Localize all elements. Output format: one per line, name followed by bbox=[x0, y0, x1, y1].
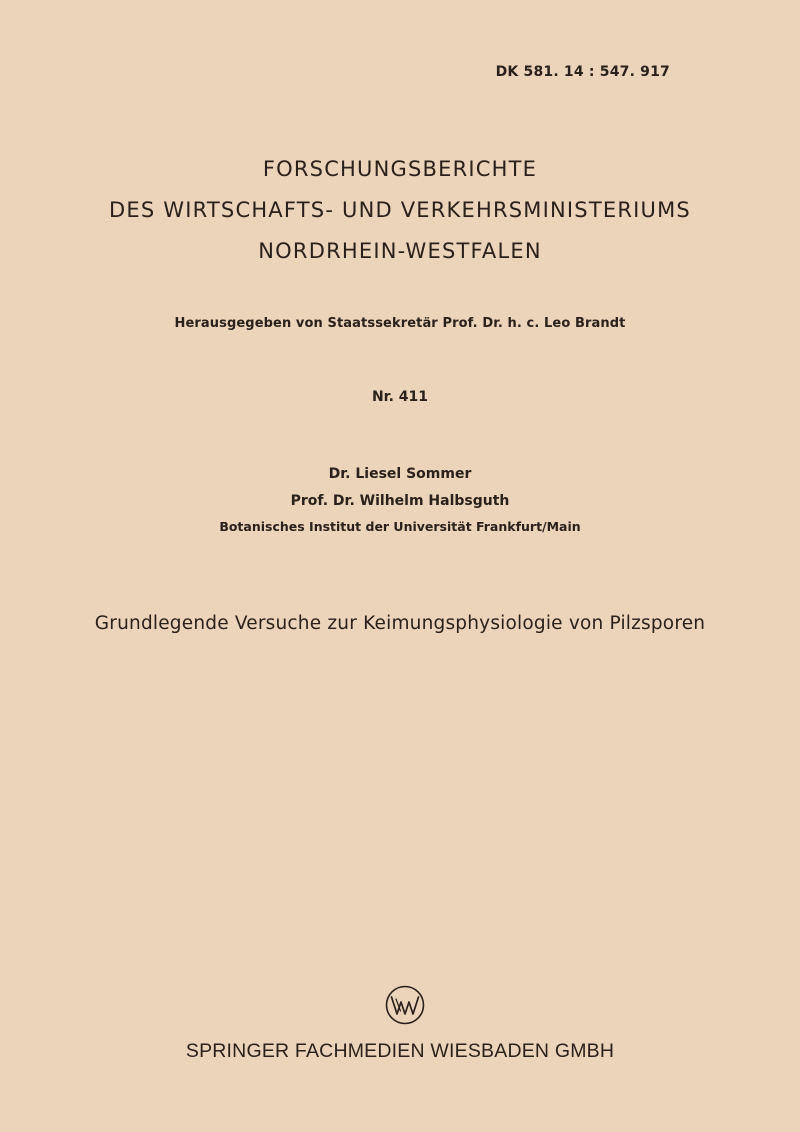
publisher-w-logo-icon bbox=[385, 985, 425, 1025]
author-1: Dr. Liesel Sommer bbox=[328, 466, 472, 482]
dk-classification: DK 581. 14 : 547. 917 bbox=[495, 64, 670, 80]
series-title bbox=[0, 149, 800, 272]
series-line-1: FORSCHUNGSBERICHTE bbox=[262, 157, 538, 181]
report-number: Nr. 411 bbox=[371, 389, 429, 405]
institute-affiliation: Botanisches Institut der Universität Frankfurt/Main bbox=[219, 519, 581, 534]
series-line-3: NORDRHEIN-WESTFALEN bbox=[258, 239, 542, 263]
publisher-name: SPRINGER FACHMEDIEN WIESBADEN GMBH bbox=[185, 1040, 615, 1062]
series-line-2: DES WIRTSCHAFTS- UND VERKEHRSMINISTERIUMS bbox=[109, 198, 691, 222]
editor-line: Herausgegeben von Staatssekretär Prof. Dr. h. c. Leo Brandt bbox=[174, 316, 626, 331]
book-title: Grundlegende Versuche zur Keimungsphysiologie von Pilzsporen bbox=[94, 613, 706, 634]
author-2: Prof. Dr. Wilhelm Halbsguth bbox=[290, 493, 510, 509]
